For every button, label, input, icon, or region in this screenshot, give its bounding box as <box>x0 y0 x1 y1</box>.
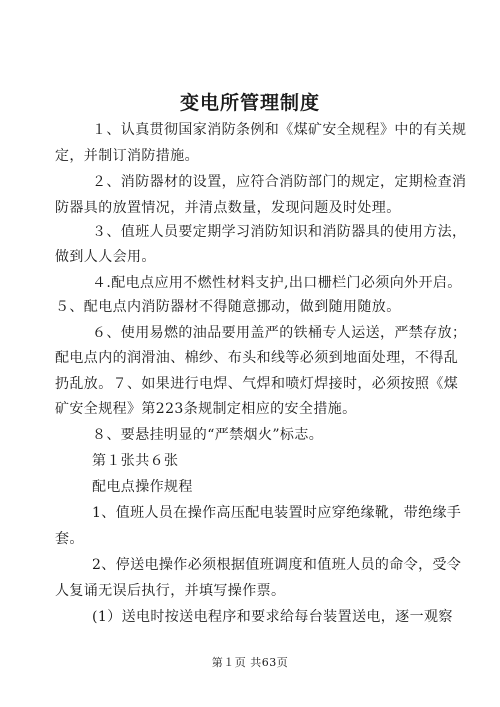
paragraph-line: (1）送电时按送电程序和要求给每台装置送电，逐一观察 <box>92 609 453 625</box>
section-heading: 配电点操作规程 <box>92 479 193 495</box>
paragraph-line: 做到人人会用。 <box>55 249 156 265</box>
page-count-line: 第１张共６张 <box>92 453 179 469</box>
document-title: 变电所管理制度 <box>179 92 320 114</box>
paragraph-line: 定，并制订消防措施。 <box>55 148 199 164</box>
paragraph-line: ５、配电点内消防器材不得随意挪动，做到随用随放。 <box>55 299 401 315</box>
paragraph-line: ４.配电点应用不燃性材料支护,出口栅栏门必须向外开启。 <box>92 275 462 291</box>
page-footer: 第１页 共63页 <box>211 656 289 669</box>
paragraph-line: 2、停送电操作必须根据值班调度和值班人员的命令，受令 <box>92 557 462 573</box>
paragraph-line: １、认真贯彻国家消防条例和《煤矿安全规程》中的有关规 <box>92 122 467 138</box>
paragraph-line: 配电点内的润滑油、棉纱、布头和线等必须到地面处理，不得乱 <box>55 350 459 366</box>
paragraph-line: 矿安全规程》第223条规制定相应的安全措施。 <box>55 401 357 417</box>
paragraph-line: 防器具的放置情况，并清点数量，发现问题及时处理。 <box>55 200 401 216</box>
paragraph-line: ６、使用易燃的油品要用盖严的铁桶专人运送，严禁存放； <box>92 325 467 341</box>
paragraph-line: 扔乱放。７、如果进行电焊、气焊和喷灯焊接时，必须按照《煤 <box>55 376 459 392</box>
paragraph-line: 人复诵无误后执行，并填写操作票。 <box>55 583 286 599</box>
paragraph-line: 套。 <box>55 531 84 547</box>
paragraph-line: 1、值班人员在操作高压配电装置时应穿绝缘靴，带绝缘手 <box>92 505 462 521</box>
paragraph-line: ２、消防器材的设置，应符合消防部门的规定，定期检查消 <box>92 174 467 190</box>
paragraph-line: ３、值班人员要定期学习消防知识和消防器具的使用方法， <box>92 224 467 240</box>
paragraph-line: ８、要悬挂明显的“严禁烟火”标志。 <box>92 427 324 443</box>
